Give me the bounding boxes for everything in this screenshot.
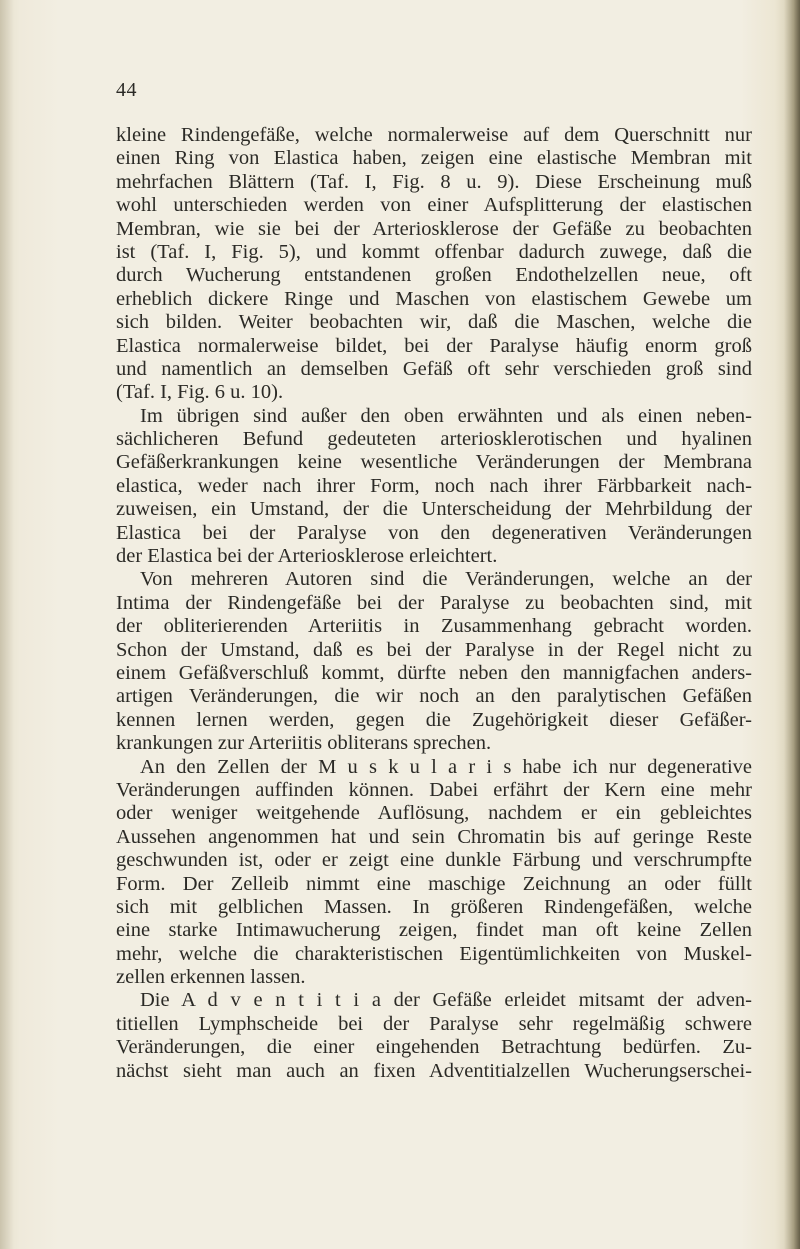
text-line: titiellen Lymphscheide bei der Paralyse sehr regelmäßig schwere	[116, 1012, 752, 1035]
text-line: zuweisen, ein Umstand, der die Unterscheidung der Mehrbildung der	[116, 498, 752, 521]
text-line: Elastica normalerweise bildet, bei der Paralyse häufig enorm groß	[116, 334, 752, 357]
text-line: zellen erkennen lassen.	[116, 966, 306, 989]
text-line: Schon der Umstand, daß es bei der Paralyse in der Regel nicht zu	[116, 638, 752, 661]
text-line: einem Gefäßverschluß kommt, dürfte neben den mannigfachen anders-	[116, 661, 752, 684]
text-line: Im übrigen sind außer den oben erwähnten und als einen neben-	[140, 404, 752, 427]
text-line: Veränderungen, die einer eingehenden Betrachtung bedürfen. Zu-	[116, 1036, 752, 1059]
text-line: wohl unterschieden werden von einer Aufsplitterung der elastischen	[116, 194, 752, 217]
text-line: Membran, wie sie bei der Arteriosklerose der Gefäße zu beobachten	[116, 217, 752, 240]
text-line: mehrfachen Blättern (Taf. I, Fig. 8 u. 9). Diese Erscheinung muß	[116, 170, 752, 193]
text-line: An den Zellen der M u s k u l a r i s habe ich nur degenerative	[140, 755, 752, 778]
text-line: durch Wucherung entstandenen großen Endothelzellen neue, oft	[116, 264, 752, 287]
text-line: Veränderungen auffinden können. Dabei erfährt der Kern eine mehr	[116, 778, 752, 801]
text-line: Intima der Rindengefäße bei der Paralyse zu beobachten sind, mit	[116, 591, 752, 614]
text-line: der obliterierenden Arteriitis in Zusammenhang gebracht worden.	[116, 615, 752, 638]
text-line: nächst sieht man auch an fixen Adventitialzellen Wucherungserschei-	[116, 1059, 752, 1082]
text-line: Form. Der Zelleib nimmt eine maschige Zeichnung an oder füllt	[116, 872, 752, 895]
page-gutter-shadow	[0, 0, 14, 1249]
text-line: Die A d v e n t i t i a der Gefäße erleidet mitsamt der adven-	[140, 989, 752, 1012]
page-edge-shadow	[784, 0, 800, 1249]
text-line: kleine Rindengefäße, welche normalerweise auf dem Querschnitt nur	[116, 124, 752, 146]
text-line: oder weniger weitgehende Auflösung, nachdem er ein gebleichtes	[116, 802, 752, 825]
text-line: (Taf. I, Fig. 6 u. 10).	[116, 381, 284, 404]
text-line: Gefäßerkrankungen keine wesentliche Veränderungen der Membrana	[116, 451, 752, 474]
text-line: Aussehen angenommen hat und sein Chromatin bis auf geringe Reste	[116, 825, 752, 848]
text-line: der Elastica bei der Arteriosklerose erleichtert.	[116, 545, 498, 568]
text-line: erheblich dickere Ringe und Maschen von elastischem Gewebe um	[116, 287, 752, 310]
text-line: elastica, weder nach ihrer Form, noch nach ihrer Färbbarkeit nach-	[116, 474, 752, 497]
text-line: eine starke Intimawucherung zeigen, findet man oft keine Zellen	[116, 919, 752, 942]
text-line: kennen lernen werden, gegen die Zugehörigkeit dieser Gefäßer-	[116, 708, 752, 731]
text-line: einen Ring von Elastica haben, zeigen eine elastische Membran mit	[116, 147, 752, 170]
text-line: Von mehreren Autoren sind die Veränderungen, welche an der	[140, 568, 752, 591]
text-line: mehr, welche die charakteristischen Eigentümlichkeiten von Muskel-	[116, 942, 752, 965]
text-line: artigen Veränderungen, die wir noch an den paralytischen Gefäßen	[116, 685, 752, 708]
text-line: sich bilden. Weiter beobachten wir, daß die Maschen, welche die	[116, 311, 752, 334]
text-line: sich mit gelblichen Massen. In größeren Rindengefäßen, welche	[116, 895, 752, 918]
text-line: sächlicheren Befund gedeuteten arteriosklerotischen und hyalinen	[116, 428, 752, 451]
text-line: geschwunden ist, oder er zeigt eine dunkle Färbung und verschrumpfte	[116, 849, 752, 872]
text-line: krankungen zur Arteriitis obliterans sprechen.	[116, 732, 492, 755]
body-text	[116, 124, 752, 1083]
page-number: 44	[116, 79, 137, 101]
text-line: Elastica bei der Paralyse von den degenerativen Veränderungen	[116, 521, 752, 544]
text-line: und namentlich an demselben Gefäß oft sehr verschieden groß sind	[116, 357, 752, 380]
text-line: ist (Taf. I, Fig. 5), und kommt offenbar dadurch zuwege, daß die	[116, 240, 752, 263]
